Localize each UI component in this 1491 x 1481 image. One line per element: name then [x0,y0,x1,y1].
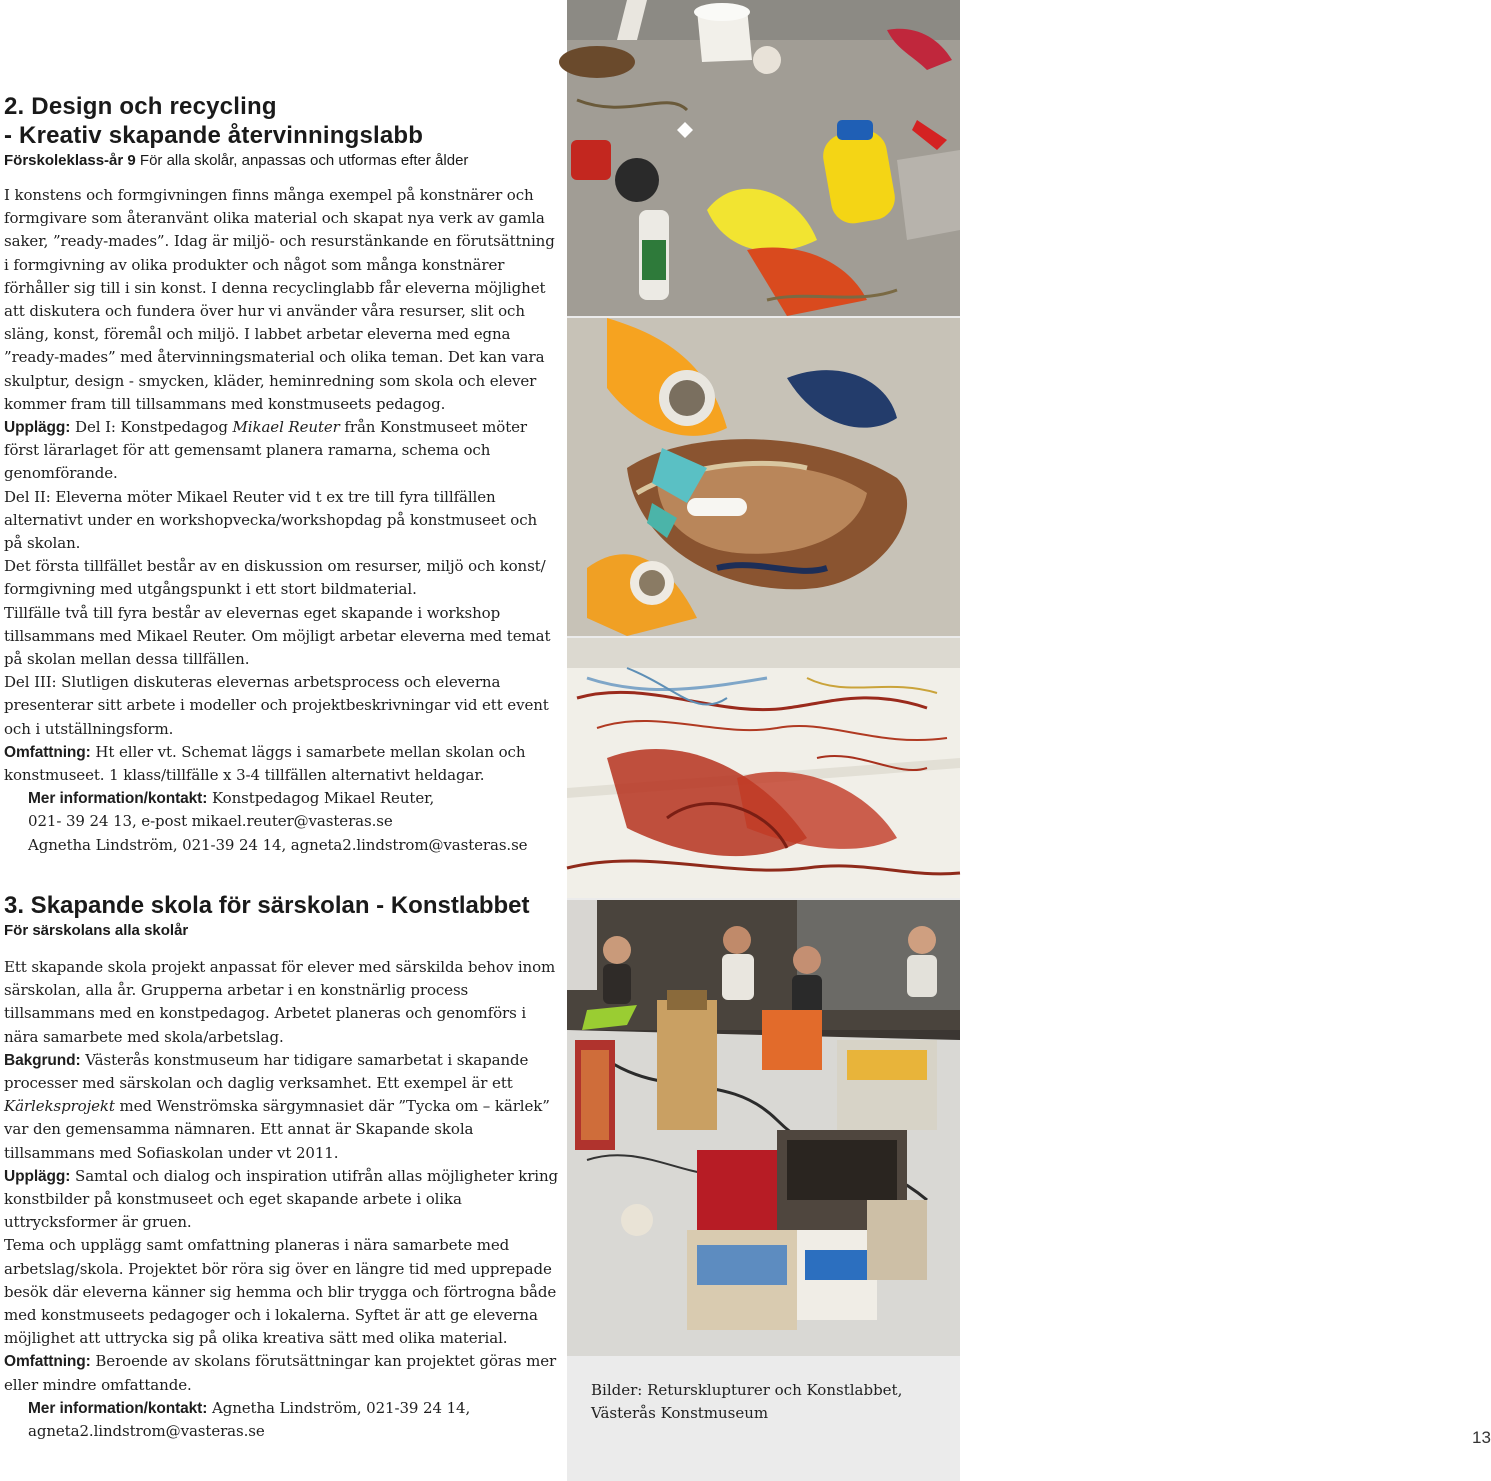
section-2-upplagg [4,416,560,486]
section-3-body [4,956,560,1443]
contact-label: Mer information/kontakt: [28,1399,208,1417]
project-name: Kärleksprojekt [4,1097,115,1116]
section-3-contact-line-2: agneta2.lindstrom@vasteras.se [28,1421,265,1440]
caption-line-2: Västerås Konstmuseum [591,1404,769,1422]
photo-konstlabbet [567,900,960,1356]
section-2-del2: Del II: Eleverna möter Mikael Reuter vid t ex tre till fyra tillfällen alternativt under en workshopvecka/workshopdag på konstmuseet och på skolan. [4,487,538,553]
upplagg-label: Upplägg: [4,1167,71,1185]
section-3-title: 3. Skapande skola för särskolan - Konstlabbet [4,891,530,919]
photo-craft-table [567,0,960,316]
photo-shoe-sculpture [567,318,960,636]
section-2-first-session: Det första tillfället består av en diskussion om resurser, miljö och konst/ formgivning med utgångspunkt i ett stort bildmaterial. [4,557,546,599]
main-text-column [4,92,560,1443]
bakgrund-label: Bakgrund: [4,1051,81,1069]
contact-text-1: Konstpedagog Mikael Reuter, [207,789,435,808]
section-3-intro: Ett skapande skola projekt anpassat för elever med särskilda behov inom särskolan, alla år. Grupperna arbetar i en konstnärlig process tillsammans med en konstpedagog. Arbetet planeras och genomförs i nära samarbete med skola/arbetslag. [4,957,556,1046]
section-2-intro: I konstens och formgivningen finns många exempel på konstnärer och formgivare som återanvänt olika material och skapat nya verk av gamla saker, ”ready-mades”. Idag är miljö- och resurstänkande en förutsättning i formgivning av olika produkter och något som många konstnärer förhåller sig till i sin konst. I denna recyclinglabb får eleverna möjlighet att diskutera och fundera över hur vi använder våra resurser, slit och släng, konst, föremål och miljö. I labbet arbetar eleverna med egna ”ready-mades” med återvinningsmaterial och olika teman. Det kan vara skulptur, design - smycken, kläder, heminredning som skola och elever kommer fram till tillsammans med konstmuseets pedagog. [4,186,555,413]
section-2-contact [4,787,560,810]
image-sidebar [567,0,1491,1481]
upplagg-text-pre: Del I: Konstpedagog [70,418,233,437]
contact-text-1: Agnetha Lindström, 021-39 24 14, [207,1398,471,1417]
caption-line-1: Bilder: Retursklupturer och Konstlabbet, [591,1381,903,1399]
bakgrund-text-pre: Västerås konstmuseum har tidigare samarbetat i skapande processer med särskolan och daglig verksamhet. Ett exempel är ett [4,1050,529,1092]
section-2-target-group [4,151,560,170]
section-3-upplagg [4,1165,560,1235]
section-2-contact-line-2: 021- 39 24 13, e-post mikael.reuter@vasteras.se [28,812,393,831]
section-3-tema: Tema och upplägg samt omfattning planeras i nära samarbete med arbetslag/skola. Projektet bör röra sig över en längre tid med upprepade besök där eleverna känner sig hemma och blir trygga och förtrogna både med konstmuseets pedagoger och i lokalerna. Syftet är att ge eleverna möjlighet att uttrycka sig på olika kreativa sätt med olika material. [4,1236,557,1348]
section-2-subtitle: - Kreativ skapande återvinningslabb [4,122,424,149]
section-2-del3: Del III: Slutligen diskuteras elevernas arbetsprocess och eleverna presenterar sitt arbete i modeller och projektbeskrivningar vid ett event och i utställningsform. [4,673,549,738]
omfattning-label: Omfattning: [4,743,91,761]
page-number: 13 [1472,1428,1491,1447]
photo-paint-splatter [567,638,960,898]
section-3-contact [4,1397,560,1420]
section-3-target-group [4,921,560,940]
image-caption [591,1379,941,1425]
omfattning-label: Omfattning: [4,1353,91,1371]
contact-label: Mer information/kontakt: [28,790,208,808]
section-2-title: 2. Design och recycling [4,93,277,120]
upplagg-text-post: från Konstmuseet möter först lärarlaget för att gemensamt planera ramarna, schema och genomförande. [4,418,527,483]
omfattning-text: Ht eller vt. Schemat läggs i samarbete mellan skolan och konstmuseet. 1 klass/tillfälle x 3-4 tillfällen alternativt heldagar. [4,742,526,785]
section-3-omfattning [4,1350,560,1396]
section-design-recycling [4,92,560,857]
section-3-target: För särskolans alla skolår [4,921,189,939]
upplagg-text: Samtal och dialog och inspiration utifrån allas möjligheter kring konstbilder på konstmuseet och eget skapande arbete i olika uttrycksformer är gruen. [4,1166,559,1232]
section-3-bakgrund [4,1049,560,1165]
omfattning-text: Beroende av skolans förutsättningar kan projektet göras mer eller mindre omfattande. [4,1352,557,1394]
section-2-sessions: Tillfälle två till fyra består av elevernas eget skapande i workshop tillsammans med Mikael Reuter. Om möjligt arbetar eleverna med temat på skolan mellan dessa tillfällen. [4,603,551,669]
pedagogue-name: Mikael Reuter [232,418,340,437]
target-note: För alla skolår, anpassas och utformas efter ålder [135,152,469,169]
upplagg-label: Upplägg: [4,419,71,437]
section-2-body [4,184,560,857]
target-grades: Förskoleklass-år 9 [4,152,136,169]
section-sarskolan [4,891,560,1443]
section-2-omfattning [4,741,560,787]
section-2-contact-line-3: Agnetha Lindström, 021-39 24 14, agneta2.lindstrom@vasteras.se [28,835,528,854]
bakgrund-text-post: med Wenströmska särgymnasiet där ”Tycka om – kärlek” var den gemensamma nämnaren. Ett annat är Skapande skola tillsammans med Sofiaskolan under vt 2011. [4,1097,550,1162]
